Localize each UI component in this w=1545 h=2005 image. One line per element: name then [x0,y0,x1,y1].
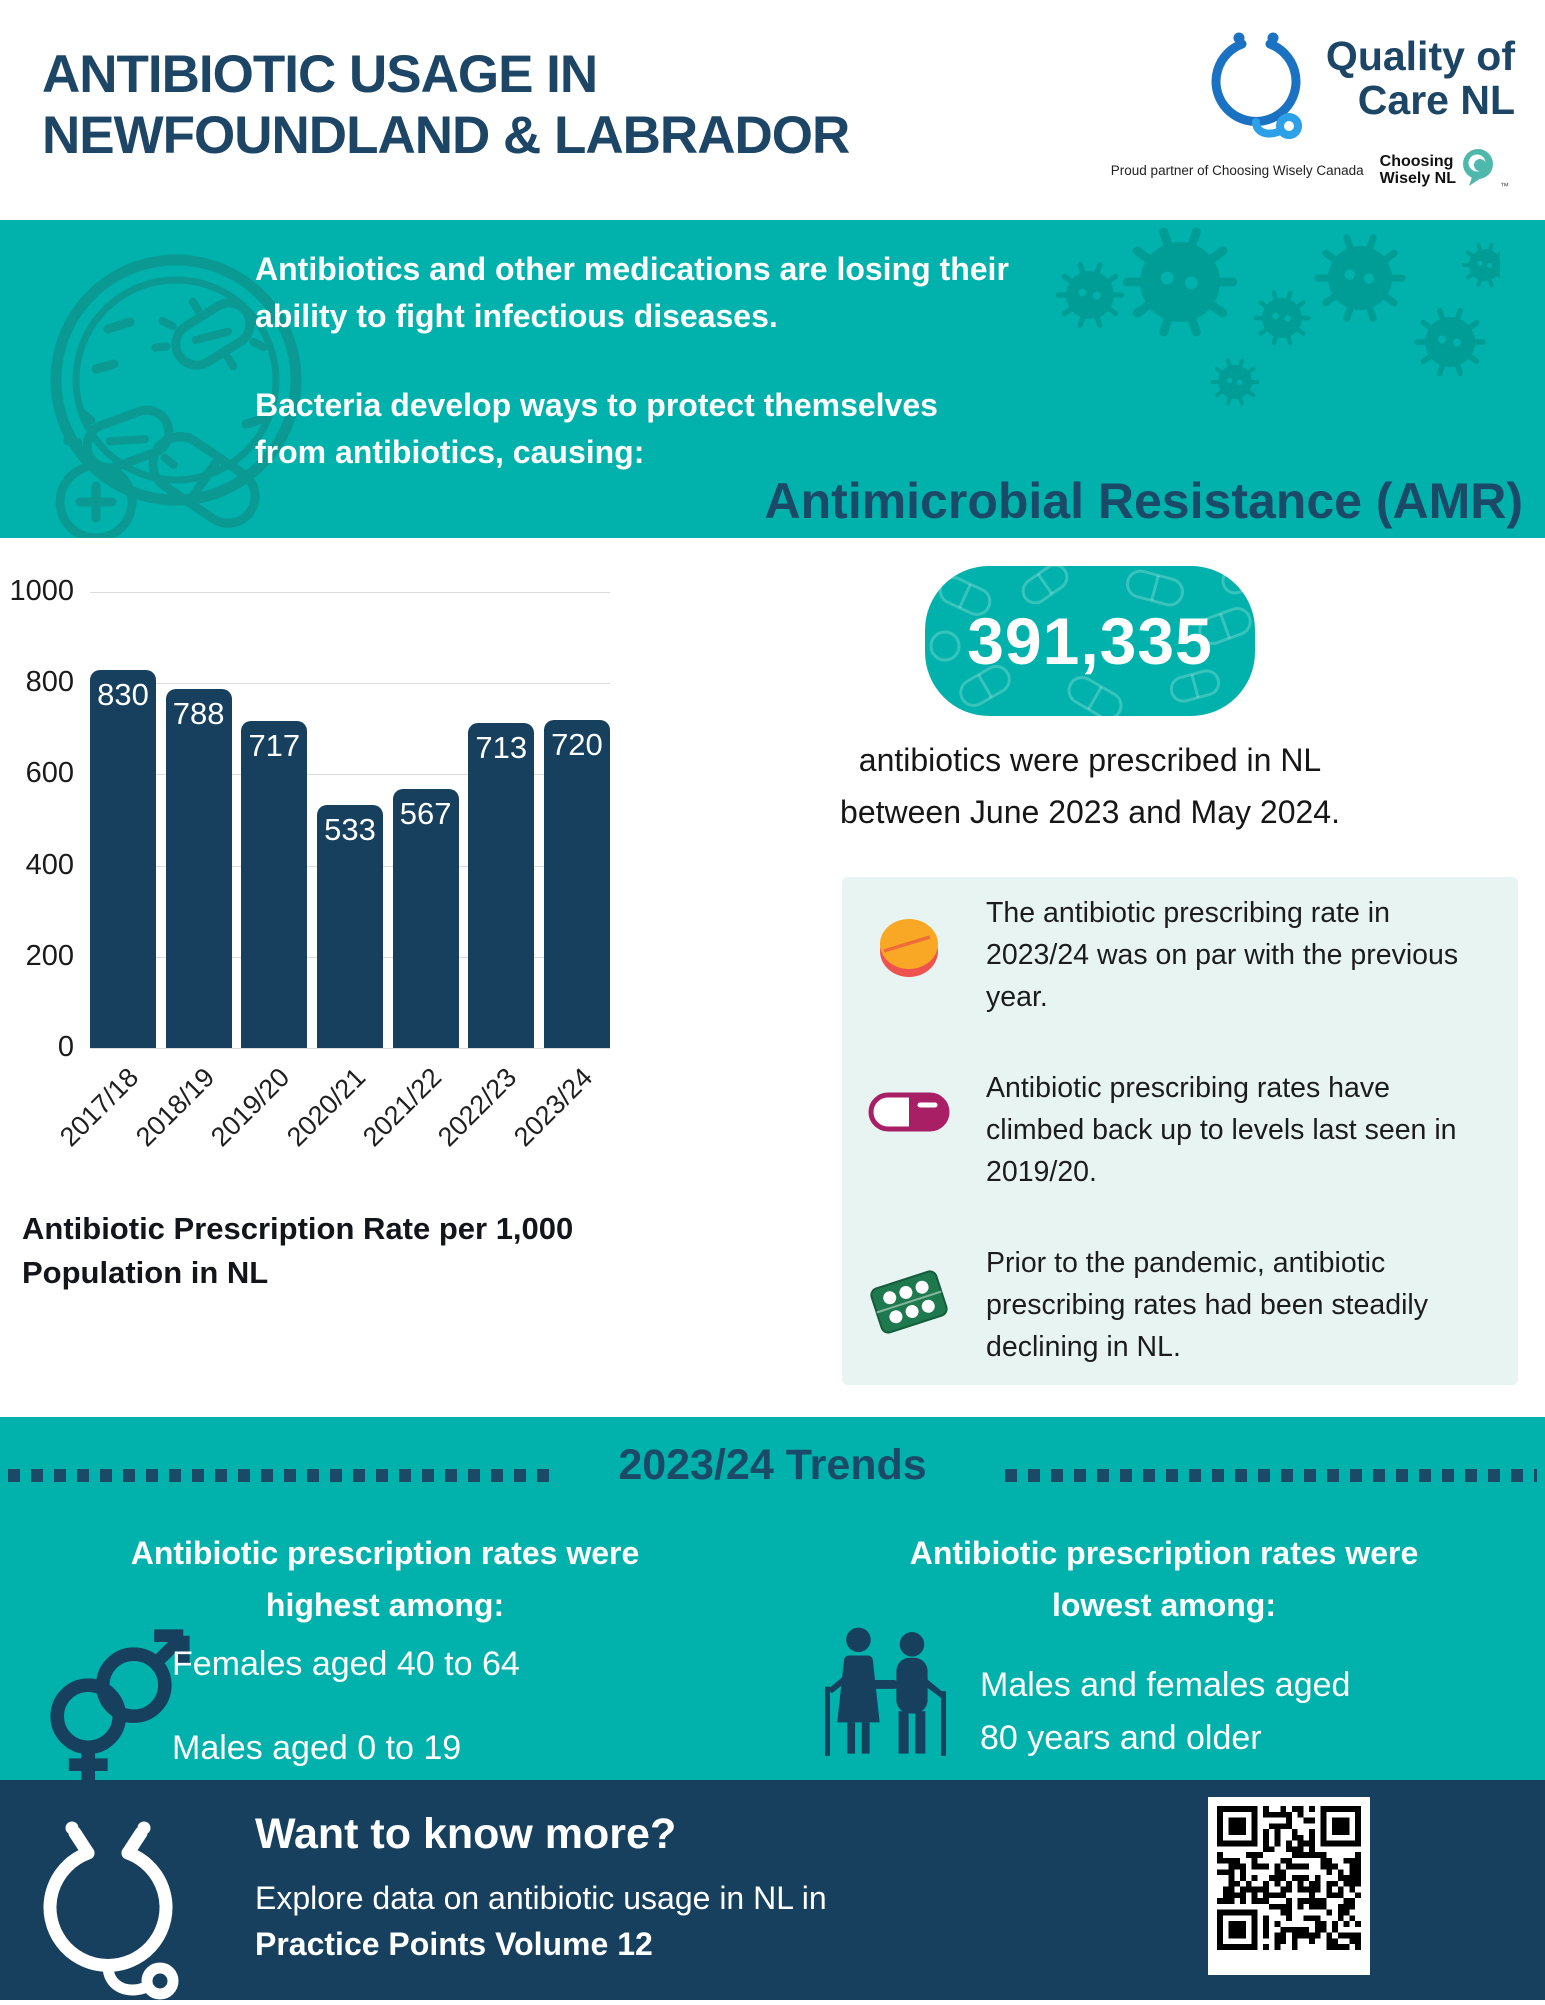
stat-caption-line2: between June 2023 and May 2024. [840,793,1340,830]
chart-caption-line2: Population in NL [22,1255,269,1291]
footer-heading: Want to know more? [255,1810,677,1858]
bar-value-label: 788 [172,695,225,731]
stat-caption [770,735,1410,839]
x-tick-label: 2019/20 [205,1062,296,1153]
bar-value-label: 720 [551,726,603,762]
choosing-wisely-wordmark [1380,154,1456,188]
footer [0,1780,1545,2000]
partner-text: Proud partner of Choosing Wisely Canada [1110,163,1364,178]
finding-text: Antibiotic prescribing rates have climbed back up to levels last seen in 2019/20. [986,1072,1457,1188]
intro-paragraph-2 [255,382,938,476]
y-tick-label: 0 [57,1031,74,1063]
trends-band [0,1417,1545,1780]
lowest-item-line2: 80 years and older [980,1718,1262,1757]
choosing-wisely-nl-logo [1380,148,1509,193]
highest-item-2: Males aged 0 to 19 [172,1729,462,1767]
cw-line1: Choosing [1379,152,1454,170]
stat-badge [925,566,1255,716]
bar-2018/19 [166,689,232,1048]
tablet-icon [866,909,952,983]
footer-line2: Practice Points Volume 12 [255,1926,653,1962]
y-tick-label: 400 [25,848,74,881]
x-tick-label: 2023/24 [507,1062,599,1153]
bar-chart [90,592,610,1048]
bar-2020/21 [317,805,383,1048]
lowest-item [980,1659,1350,1764]
intro-p1-line2: ability to fight infectious diseases. [255,298,778,334]
qr-code [1208,1797,1370,1975]
bar-plot [90,592,610,1048]
y-tick-label: 800 [25,666,74,699]
bar-value-label: 533 [324,811,376,847]
stethoscope-icon [28,1818,200,2005]
lowest-heading [790,1527,1538,1631]
finding-row [866,1243,1494,1369]
x-tick-label: 2021/22 [356,1062,447,1153]
gender-symbols-icon [32,1627,192,1792]
logo-line2: Care NL [1357,77,1515,124]
bar-2019/20 [241,721,307,1048]
quality-of-care-nl-logo [1196,20,1515,145]
elderly-couple-icon [818,1622,958,1772]
bar-value-label: 830 [97,676,149,712]
chart-caption [22,1207,573,1295]
bar-2022/23 [468,723,534,1048]
bar-value-label: 717 [248,728,301,764]
capsule-icon [866,1084,952,1140]
page-title-line1: ANTIBIOTIC USAGE IN [42,45,598,104]
page-title-line2: NEWFOUNDLAND & LABRADOR [42,106,850,166]
logo-line1: Quality of [1325,33,1515,79]
bar-2023/24 [544,720,610,1048]
bar-value-label: 713 [475,729,528,765]
lowest-heading-line1: Antibiotic prescription rates were [909,1535,1419,1571]
x-tick-label: 2022/23 [432,1062,523,1153]
bar-value-label: 567 [399,796,452,832]
y-axis-labels [0,575,74,1063]
page-title [42,44,849,167]
intro-paragraph-1 [255,246,1009,340]
y-tick-label: 600 [25,757,74,790]
gridline [90,1048,610,1049]
cw-line2: Wisely NL [1379,169,1456,187]
lowest-heading-line2: lowest among: [1051,1587,1276,1623]
logo-wordmark [1326,34,1515,123]
x-tick-label: 2020/21 [280,1062,372,1153]
amr-heading: Antimicrobial Resistance (AMR) [764,473,1523,529]
trends-title: 2023/24 Trends [618,1441,927,1489]
intro-p1-line1: Antibiotics and other medications are losing their [255,251,1009,287]
finding-row [866,1068,1494,1194]
y-tick-label: 1000 [9,575,74,607]
trademark-symbol: ™ [1500,181,1509,191]
stethoscope-speech-bubble-icon [1196,20,1316,145]
highest-heading [25,1527,745,1631]
blister-pack-icon [866,1259,952,1345]
x-tick-label: 2017/18 [53,1062,145,1153]
intro-p2-line2: from antibiotics, causing: [255,434,645,470]
intro-band [0,220,1545,538]
stat-caption-line1: antibiotics were prescribed in NL [858,742,1322,778]
highest-item-1: Females aged 40 to 64 [172,1645,520,1683]
highest-heading-line2: highest among: [265,1587,505,1623]
chart-caption-line1: Antibiotic Prescription Rate per 1,000 [22,1211,574,1246]
finding-text: Prior to the pandemic, antibiotic prescribing rates had been steadily declining in NL. [986,1247,1429,1363]
intro-p2-line1: Bacteria develop ways to protect themselves [255,387,938,423]
lowest-item-line1: Males and females aged [980,1666,1351,1704]
finding-row [866,893,1494,1019]
highest-heading-line1: Antibiotic prescription rates were [130,1535,640,1571]
speech-bubble-icon [1460,148,1496,193]
footer-line1: Explore data on antibiotic usage in NL in [255,1880,827,1916]
virus-icons [1030,220,1500,440]
stat-number: 391,335 [967,604,1213,678]
findings-box [842,877,1518,1385]
bar-2021/22 [393,789,459,1048]
bar-2017/18 [90,670,156,1048]
partner-row [1111,148,1509,193]
finding-text: The antibiotic prescribing rate in 2023/24 was on par with the previous year. [986,897,1459,1013]
y-tick-label: 200 [25,939,74,972]
x-tick-label: 2018/19 [129,1062,220,1153]
